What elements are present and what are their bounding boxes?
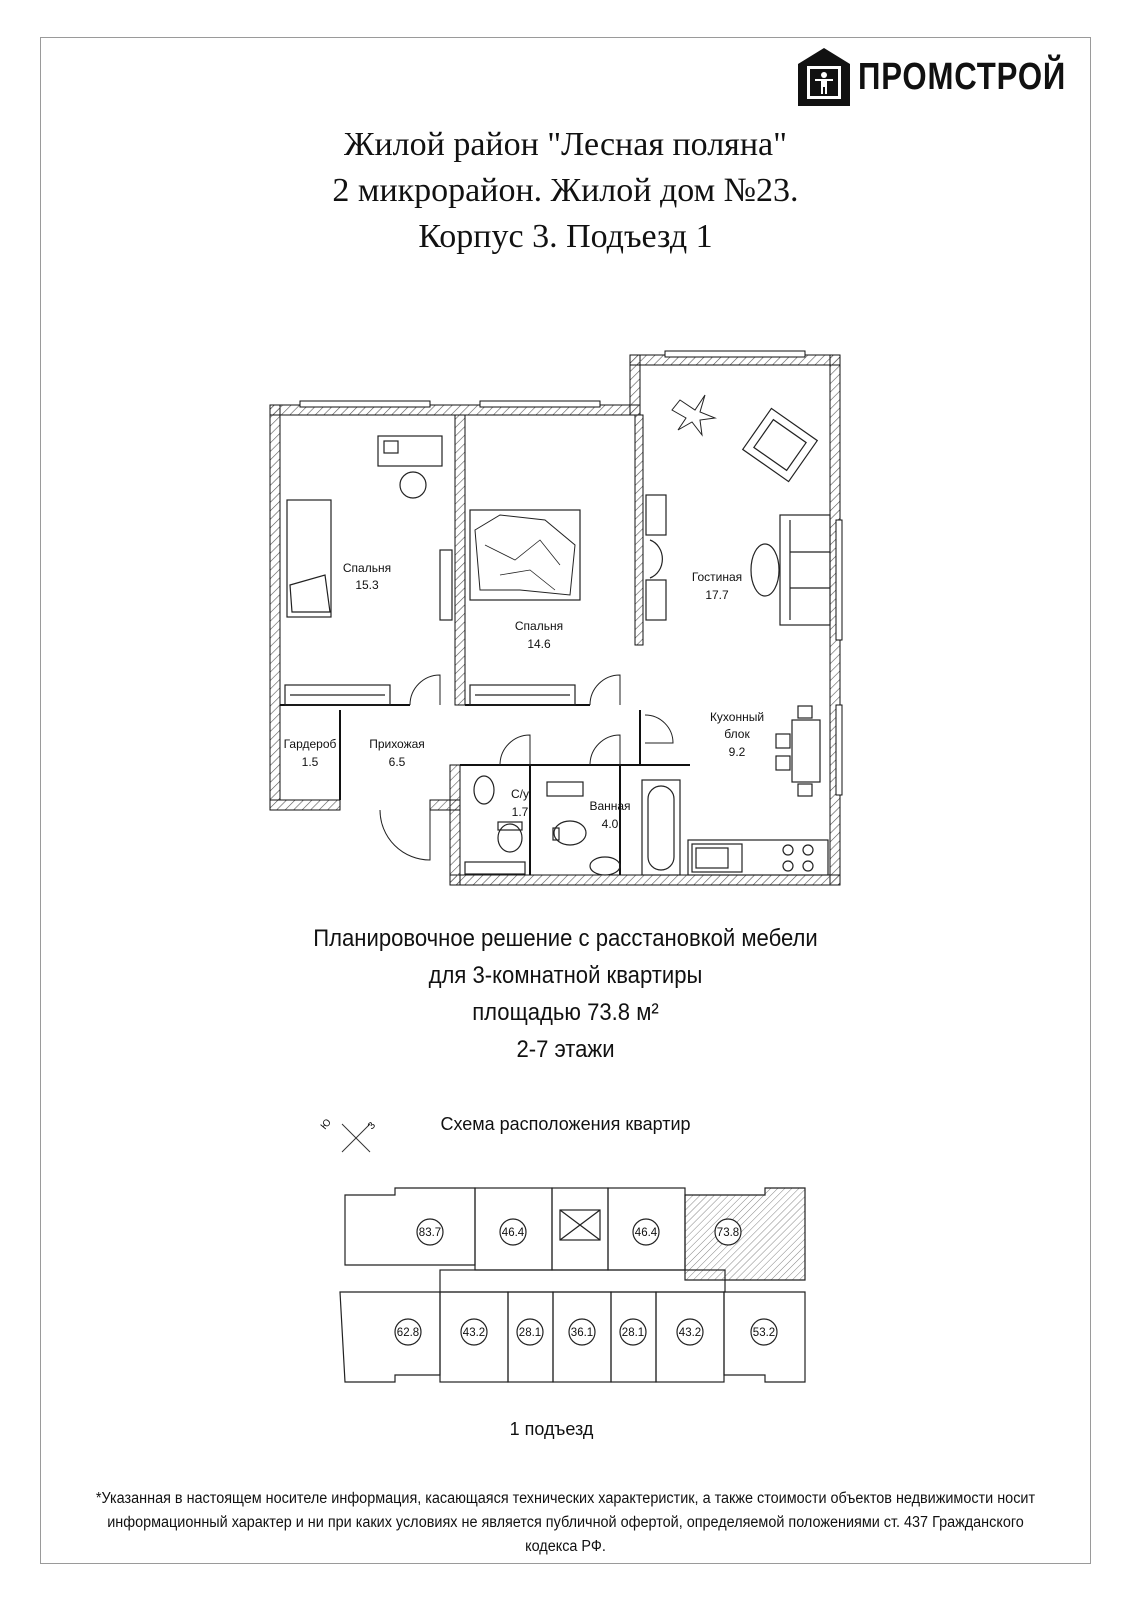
disclaimer-line-1: *Указанная в настоящем носителе информация, касающаяся технических характеристик, а также стоимости объектов недвижимости носит bbox=[95, 1490, 1036, 1507]
apt-bottom-7: 53.2 bbox=[752, 1327, 776, 1339]
kitchen-name-1: Кухонный bbox=[709, 710, 765, 724]
apt-bottom-1: 62.8 bbox=[396, 1327, 420, 1339]
kitchen-name-2: блок bbox=[724, 727, 750, 741]
caption-line-3: площадью 73.8 м² bbox=[472, 999, 659, 1026]
apartment-furniture bbox=[285, 395, 830, 875]
wardrobe-name: Гардероб bbox=[283, 737, 337, 751]
entrance-label: 1 подъезд bbox=[509, 1419, 594, 1439]
hall-area: 6.5 bbox=[388, 755, 406, 769]
title-line-3: Корпус 3. Подъезд 1 bbox=[418, 218, 713, 255]
title-line-2: 2 микрорайон. Жилой дом №23. bbox=[332, 172, 799, 209]
apt-top-3: 46.4 bbox=[634, 1227, 658, 1239]
apt-top-4-highlighted: 73.8 bbox=[716, 1227, 740, 1239]
plan-caption bbox=[45, 920, 1086, 1068]
wardrobe-area: 1.5 bbox=[301, 755, 319, 769]
compass-west: З bbox=[365, 1120, 379, 1132]
bath-name: Ванная bbox=[589, 799, 631, 813]
apt-bottom-2: 43.2 bbox=[462, 1327, 486, 1339]
apt-bottom-5: 28.1 bbox=[621, 1327, 645, 1339]
disclaimer-line-2: информационный характер и ни при каких условиях не является публичной офертой, определяемой положениями ст. 437 Гражданского кодекса РФ. bbox=[107, 1514, 1024, 1555]
disclaimer bbox=[95, 1487, 1035, 1559]
bedroom-1-area: 15.3 bbox=[355, 578, 379, 592]
room-labels bbox=[284, 561, 764, 831]
bath-area: 4.0 bbox=[601, 817, 619, 831]
brand-name: ПРОМСТРОЙ bbox=[858, 55, 1067, 98]
caption-line-1: Планировочное решение с расстановкой мебели bbox=[313, 925, 818, 952]
living-room-area: 17.7 bbox=[705, 588, 729, 602]
wc-name: С/у bbox=[511, 787, 529, 801]
building-scheme bbox=[340, 1188, 805, 1382]
caption-line-4: 2-7 этажи bbox=[516, 1036, 615, 1063]
bedroom-1-name: Спальня bbox=[342, 561, 392, 575]
compass-south: Ю bbox=[318, 1117, 334, 1132]
apt-bottom-4: 36.1 bbox=[570, 1327, 594, 1339]
wc-area: 1.7 bbox=[511, 805, 529, 819]
kitchen-area: 9.2 bbox=[728, 745, 746, 759]
bedroom-2-area: 14.6 bbox=[527, 637, 551, 651]
scheme-title: Схема расположения квартир bbox=[440, 1114, 691, 1134]
apt-bottom-6: 43.2 bbox=[678, 1327, 702, 1339]
living-room-name: Гостиная bbox=[691, 570, 743, 584]
apt-top-2: 46.4 bbox=[501, 1227, 525, 1239]
hall-name: Прихожая bbox=[369, 737, 425, 751]
title-line-1: Жилой район "Лесная поляна" bbox=[344, 126, 787, 163]
bedroom-2-name: Спальня bbox=[514, 619, 564, 633]
apt-bottom-3: 28.1 bbox=[518, 1327, 542, 1339]
apt-top-1: 83.7 bbox=[418, 1227, 442, 1239]
caption-line-2: для 3-комнатной квартиры bbox=[428, 962, 703, 989]
